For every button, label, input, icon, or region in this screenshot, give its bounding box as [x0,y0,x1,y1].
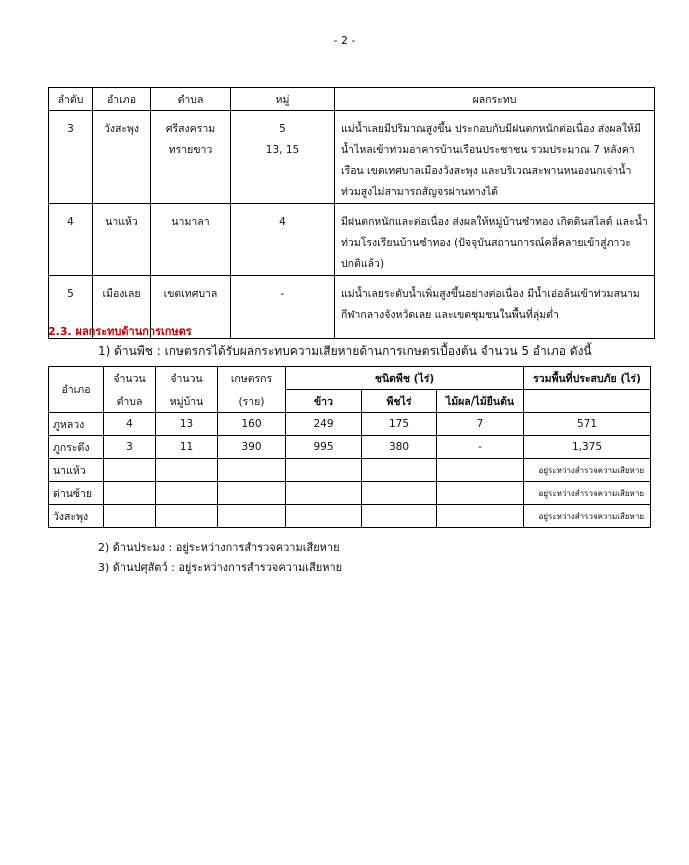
header-line: จำนวน [170,372,203,385]
header-district: อำเภอ [49,367,104,413]
header-cell: อำเภอ [93,88,151,111]
rice-cell: 249 [286,413,362,436]
header-villages [156,367,218,413]
livestock-line: 3) ด้านปศุสัตว์ : อยู่ระหว่างการสำรวจความเสียหาย [98,561,343,574]
header-cell: ตำบล [151,88,231,111]
table-row [49,436,651,459]
status-cell: อยู่ระหว่างสำรวจความเสียหาย [524,505,651,528]
table-row [49,482,651,505]
empty-cell [156,459,218,482]
empty-cell [218,505,286,528]
header-line: เกษตรกร [230,372,273,385]
header-cell: หมู่ [231,88,335,111]
empty-cell [437,482,524,505]
village-number: 5 [279,123,286,135]
district-cell: ภูหลวง [49,413,104,436]
header-line: จำนวน [113,372,146,385]
district-cell: วังสะพุง [93,111,151,204]
crop-table-header-row [49,367,651,390]
village-number: 13, 15 [265,144,300,156]
empty-cell [362,482,437,505]
empty-cell [104,505,156,528]
table-row [49,111,655,204]
status-cell: อยู่ระหว่างสำรวจความเสียหาย [524,459,651,482]
district-cell: ภูกระดึง [49,436,104,459]
empty-cell [437,459,524,482]
header-total-area: รวมพื้นที่ประสบภัย (ไร่) [524,367,651,390]
subdistricts-cell: 4 [104,413,156,436]
field-crops-cell: 175 [362,413,437,436]
total-area-cell: 1,375 [524,436,651,459]
header-crop-type: ชนิดพืช (ไร่) [286,367,524,390]
empty-cell [286,482,362,505]
village-cell: 4 [231,204,335,276]
district-cell: ด่านซ้าย [49,482,104,505]
empty-cell [286,505,362,528]
table-row [49,505,651,528]
district-cell: นาแห้ว [49,459,104,482]
empty-cell [104,459,156,482]
fruit-trees-cell: - [437,436,524,459]
village-cell: - [231,276,335,339]
village-cell [231,111,335,204]
fruit-trees-cell: 7 [437,413,524,436]
header-farmers [218,367,286,413]
empty-cell [437,505,524,528]
empty-cell [286,459,362,482]
header-fruit-trees: ไม้ผล/ไม้ยืนต้น [437,390,524,413]
effect-cell: แม่น้ำเลยมีปริมาณสูงขึ้น ประกอบกับมีฝนตกหนักต่อเนื่อง ส่งผลให้มีน้ำไหลเข้าท่วมอาคารบ้านเรือนประชาชน รวมประมาณ 7 หลังคาเรือน เขตเทศบาลเมืองวังสะพุง และบริเวณสะพานหนองนกเจ่าน้ำท่วมสูงไม่สามารถสัญจรผ่านทางได้ [335,111,655,204]
empty-cell [104,482,156,505]
effect-cell: มีฝนตกหนักและต่อเนื่อง ส่งผลให้หมู่บ้านซำทอง เกิดดินสไลด์ และน้ำท่วมโรงเรียนบ้านซำทอง (ปัจจุบันสถานการณ์คลี่คลายเข้าสู่ภาวะปกติแล้ว) [335,204,655,276]
empty-cell [156,505,218,528]
header-cell: ลำดับ [49,88,93,111]
subdistricts-cell: 3 [104,436,156,459]
table-row [49,204,655,276]
row-number: 4 [49,204,93,276]
empty-cell [362,459,437,482]
district-cell: นาแห้ว [93,204,151,276]
empty-cell [218,459,286,482]
fishery-line: 2) ด้านประมง : อยู่ระหว่างการสำรวจความเสียหาย [98,541,340,554]
header-subdistricts [104,367,156,413]
row-number: 3 [49,111,93,204]
page-number: - 2 - [333,34,356,47]
rice-cell: 995 [286,436,362,459]
table-row [49,459,651,482]
field-crops-cell: 380 [362,436,437,459]
district-cell: เมืองเลย [93,276,151,339]
header-line: (ราย) [238,395,265,408]
total-area-cell: 571 [524,413,651,436]
impact-table-header [49,88,655,111]
villages-cell: 13 [156,413,218,436]
table-row [49,413,651,436]
empty-cell [362,505,437,528]
header-blank [524,390,651,413]
subdistrict-name: ทรายขาว [168,144,213,156]
status-cell: อยู่ระหว่างสำรวจความเสียหาย [524,482,651,505]
row-number: 5 [49,276,93,339]
section-title: 2.3. ผลกระทบด้านการเกษตร [48,325,192,338]
header-rice: ข้าว [286,390,362,413]
farmers-cell: 390 [218,436,286,459]
farmers-cell: 160 [218,413,286,436]
crop-intro: 1) ด้านพืช : เกษตรกรได้รับผลกระทบความเสียหายด้านการเกษตรเบื้องต้น จำนวน 5 อำเภอ ดังนี้ [98,344,592,358]
header-field-crops: พืชไร่ [362,390,437,413]
header-line: หมู่บ้าน [169,395,204,408]
empty-cell [156,482,218,505]
subdistrict-cell: นามาลา [151,204,231,276]
header-cell: ผลกระทบ [335,88,655,111]
subdistrict-cell [151,111,231,204]
subdistrict-cell: เขตเทศบาล [151,276,231,339]
district-cell: วังสะพุง [49,505,104,528]
impact-table [48,87,655,339]
empty-cell [218,482,286,505]
villages-cell: 11 [156,436,218,459]
crop-damage-table [48,366,651,528]
header-line: ตำบล [116,395,143,408]
subdistrict-name: ศรีสงคราม [165,123,216,135]
effect-cell: แม่น้ำเลยระดับน้ำเพิ่มสูงขึ้นอย่างต่อเนื่อง มีน้ำเอ่อล้นเข้าท่วมสนามกีฬากลางจังหวัดเลย และเขตชุมชนในพื้นที่ลุ่มต่ำ [335,276,655,339]
